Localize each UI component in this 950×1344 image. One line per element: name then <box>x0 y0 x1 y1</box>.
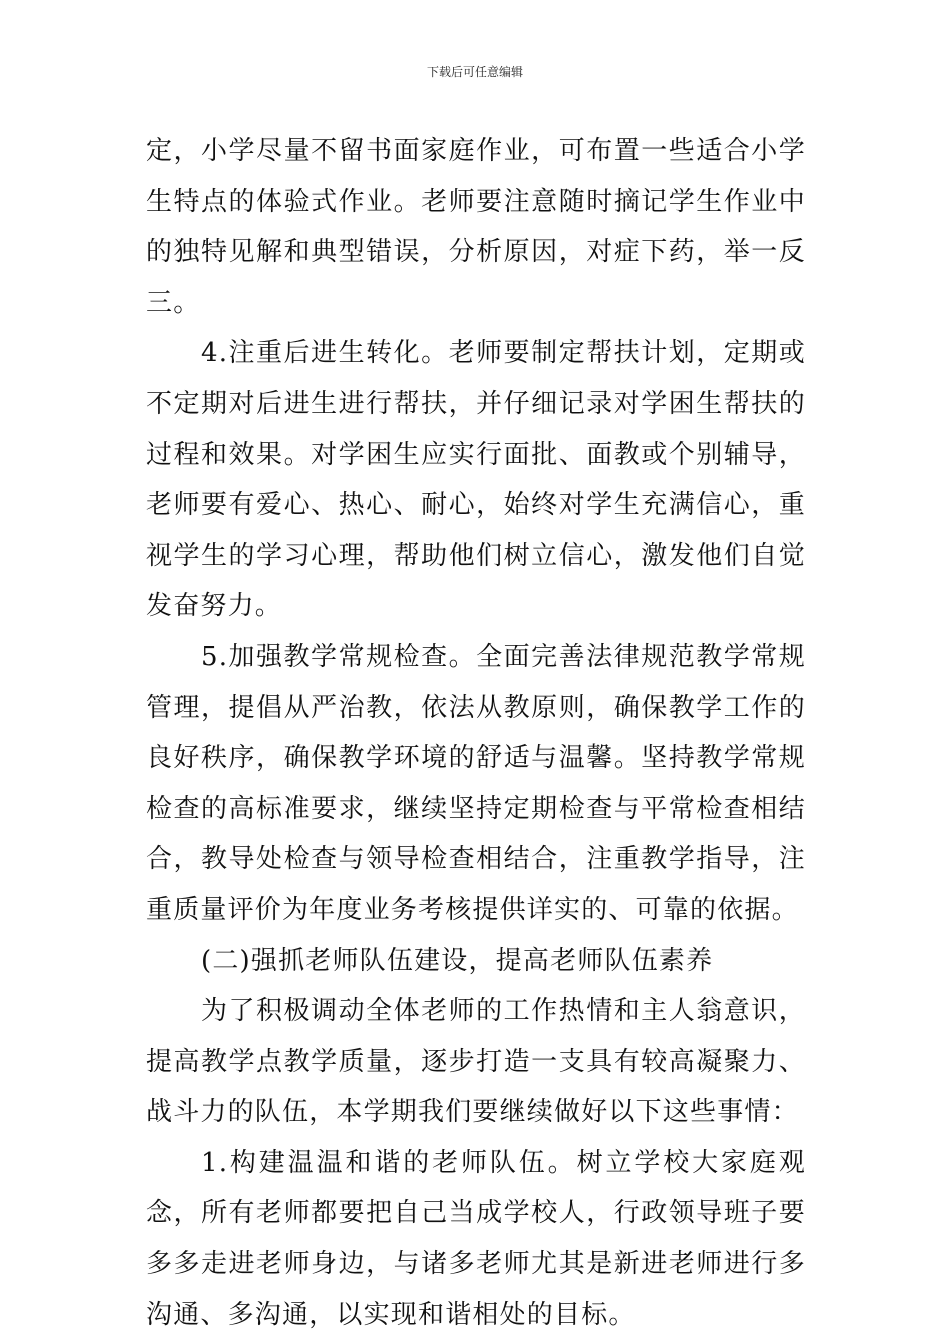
section-heading-2: (二)强抓老师队伍建设，提高老师队伍素养 <box>201 945 714 976</box>
paragraph-item-1: 1.构建温温和谐的老师队伍。树立学校大家庭观念，所有老师都要把自己当成学校人，行政领导班子要多多走进老师身边，与诸多老师尤其是新进老师进行多沟通、多沟通，以实现和谐相处的目标。 <box>146 1147 806 1330</box>
document-body <box>146 126 806 1340</box>
paragraph-item-4: 4.注重后进生转化。老师要制定帮扶计划，定期或不定期对后进生进行帮扶，并仔细记录对学困生帮扶的过程和效果。对学困生应实行面批、面教或个别辅导，老师要有爱心、热心、耐心，始终对学生充满信心，重视学生的学习心理，帮助他们树立信心，激发他们自觉发奋努力。 <box>146 338 806 622</box>
paragraph-item-5: 5.加强教学常规检查。全面完善法律规范教学常规管理，提倡从严治教，依法从教原则，确保教学工作的良好秩序，确保教学环境的舒适与温馨。坚持教学常规检查的高标准要求，继续坚持定期检查与平常检查相结合，教导处检查与领导检查相结合，注重教学指导，注重质量评价为年度业务考核提供详实的、可靠的依据。 <box>146 641 806 925</box>
paragraph-homework: 定，小学尽量不留书面家庭作业，可布置一些适合小学生特点的体验式作业。老师要注意随时摘记学生作业中的独特见解和典型错误，分析原因，对症下药，举一反三。 <box>146 136 806 318</box>
paragraph-intro: 为了积极调动全体老师的工作热情和主人翁意识，提高教学点教学质量，逐步打造一支具有较高凝聚力、战斗力的队伍，本学期我们要继续做好以下这些事情： <box>146 996 806 1128</box>
page-header-note: 下载后可任意编辑 <box>426 65 523 79</box>
